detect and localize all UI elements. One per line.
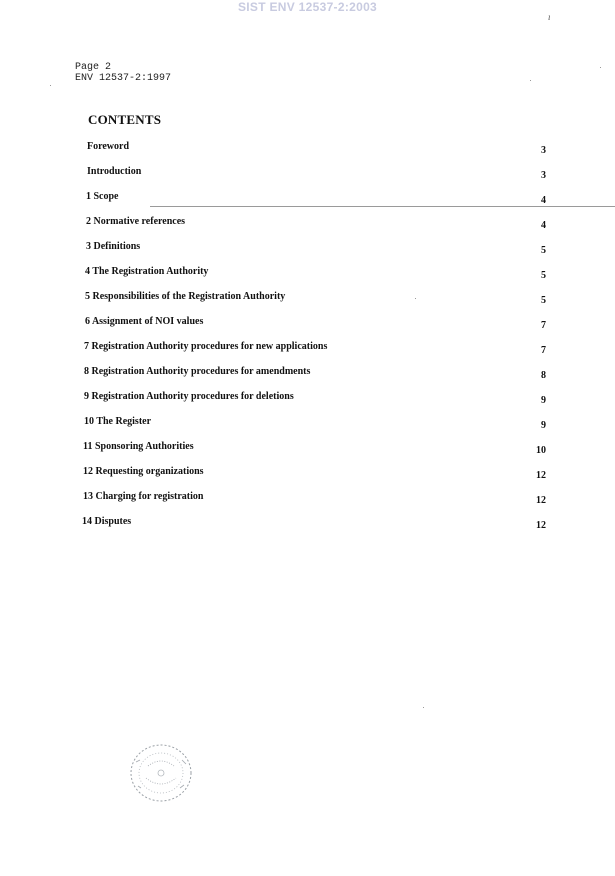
toc-entry-page: 8 — [541, 370, 546, 381]
toc-entry-title: 7 Registration Authority procedures for new applications — [84, 341, 328, 352]
toc-entry — [87, 166, 546, 182]
toc-entry — [85, 316, 546, 332]
watermark-text: SIST ENV 12537-2:2003 — [237, 0, 378, 14]
toc-entry — [83, 491, 546, 507]
toc-entry — [86, 241, 546, 257]
toc-entry-page: 5 — [541, 270, 546, 281]
toc-entry — [85, 266, 546, 282]
toc-entry-title: 10 The Register — [84, 416, 152, 427]
page-label: Page 2 — [75, 62, 112, 73]
toc-entry-page: 9 — [541, 420, 546, 431]
toc-entry-page: 3 — [541, 170, 546, 181]
toc-entry-page: 7 — [541, 320, 546, 331]
toc-entry-title: Introduction — [87, 166, 142, 177]
toc-entry-page: 4 — [541, 220, 546, 231]
contents-heading: CONTENTS — [88, 112, 162, 127]
toc-entry — [84, 416, 546, 432]
standard-id: ENV 12537-2:1997 — [75, 72, 172, 84]
scan-speck — [423, 707, 424, 708]
scan-speck — [50, 85, 51, 86]
toc-entry — [84, 366, 546, 382]
scan-speck — [530, 80, 531, 81]
scan-mark: ı — [548, 12, 551, 22]
toc-entry — [86, 191, 546, 207]
toc-entry-page: 10 — [536, 445, 546, 456]
toc-entry-page: 9 — [541, 395, 546, 406]
toc-entry — [84, 391, 546, 407]
toc-entry-title: 13 Charging for registration — [83, 491, 204, 502]
toc-entry-title: 9 Registration Authority procedures for deletions — [84, 391, 294, 402]
toc-entry — [83, 441, 546, 457]
toc-entry-title: Foreword — [87, 141, 130, 152]
toc-entry-title: 1 Scope — [86, 191, 119, 202]
toc-entry — [85, 291, 546, 307]
toc-entry-title: 3 Definitions — [86, 241, 141, 252]
scan-speck — [415, 298, 416, 299]
toc-entry-page: 5 — [541, 295, 546, 306]
toc-entry-title: 11 Sponsoring Authorities — [83, 441, 194, 452]
toc-entry-title: 14 Disputes — [82, 516, 132, 527]
toc-entry-page: 4 — [541, 195, 546, 206]
running-header — [75, 63, 171, 84]
toc-entry — [86, 216, 546, 232]
toc-entry-title: 6 Assignment of NOI values — [85, 316, 204, 327]
toc-entry — [82, 516, 546, 532]
toc-entry-title: 4 The Registration Authority — [85, 266, 209, 277]
toc-entry-page: 12 — [536, 470, 546, 481]
toc-entry-page: 12 — [536, 495, 546, 506]
toc-entry-page: 5 — [541, 245, 546, 256]
seal-stamp — [128, 742, 194, 804]
toc-entry-page: 7 — [541, 345, 546, 356]
scan-speck — [600, 67, 601, 68]
toc-entry — [83, 466, 546, 482]
toc-entry-title: 12 Requesting organizations — [83, 466, 204, 477]
toc-entry-page: 3 — [541, 145, 546, 156]
toc-entry-title: 8 Registration Authority procedures for amendments — [84, 366, 311, 377]
toc-entry-title: 2 Normative references — [86, 216, 186, 227]
toc-entry-page: 12 — [536, 520, 546, 531]
scan-artifact-line — [150, 206, 615, 207]
toc-entry-title: 5 Responsibilities of the Registration Authority — [85, 291, 286, 302]
toc-entry — [84, 341, 546, 357]
toc-entry — [87, 141, 546, 157]
